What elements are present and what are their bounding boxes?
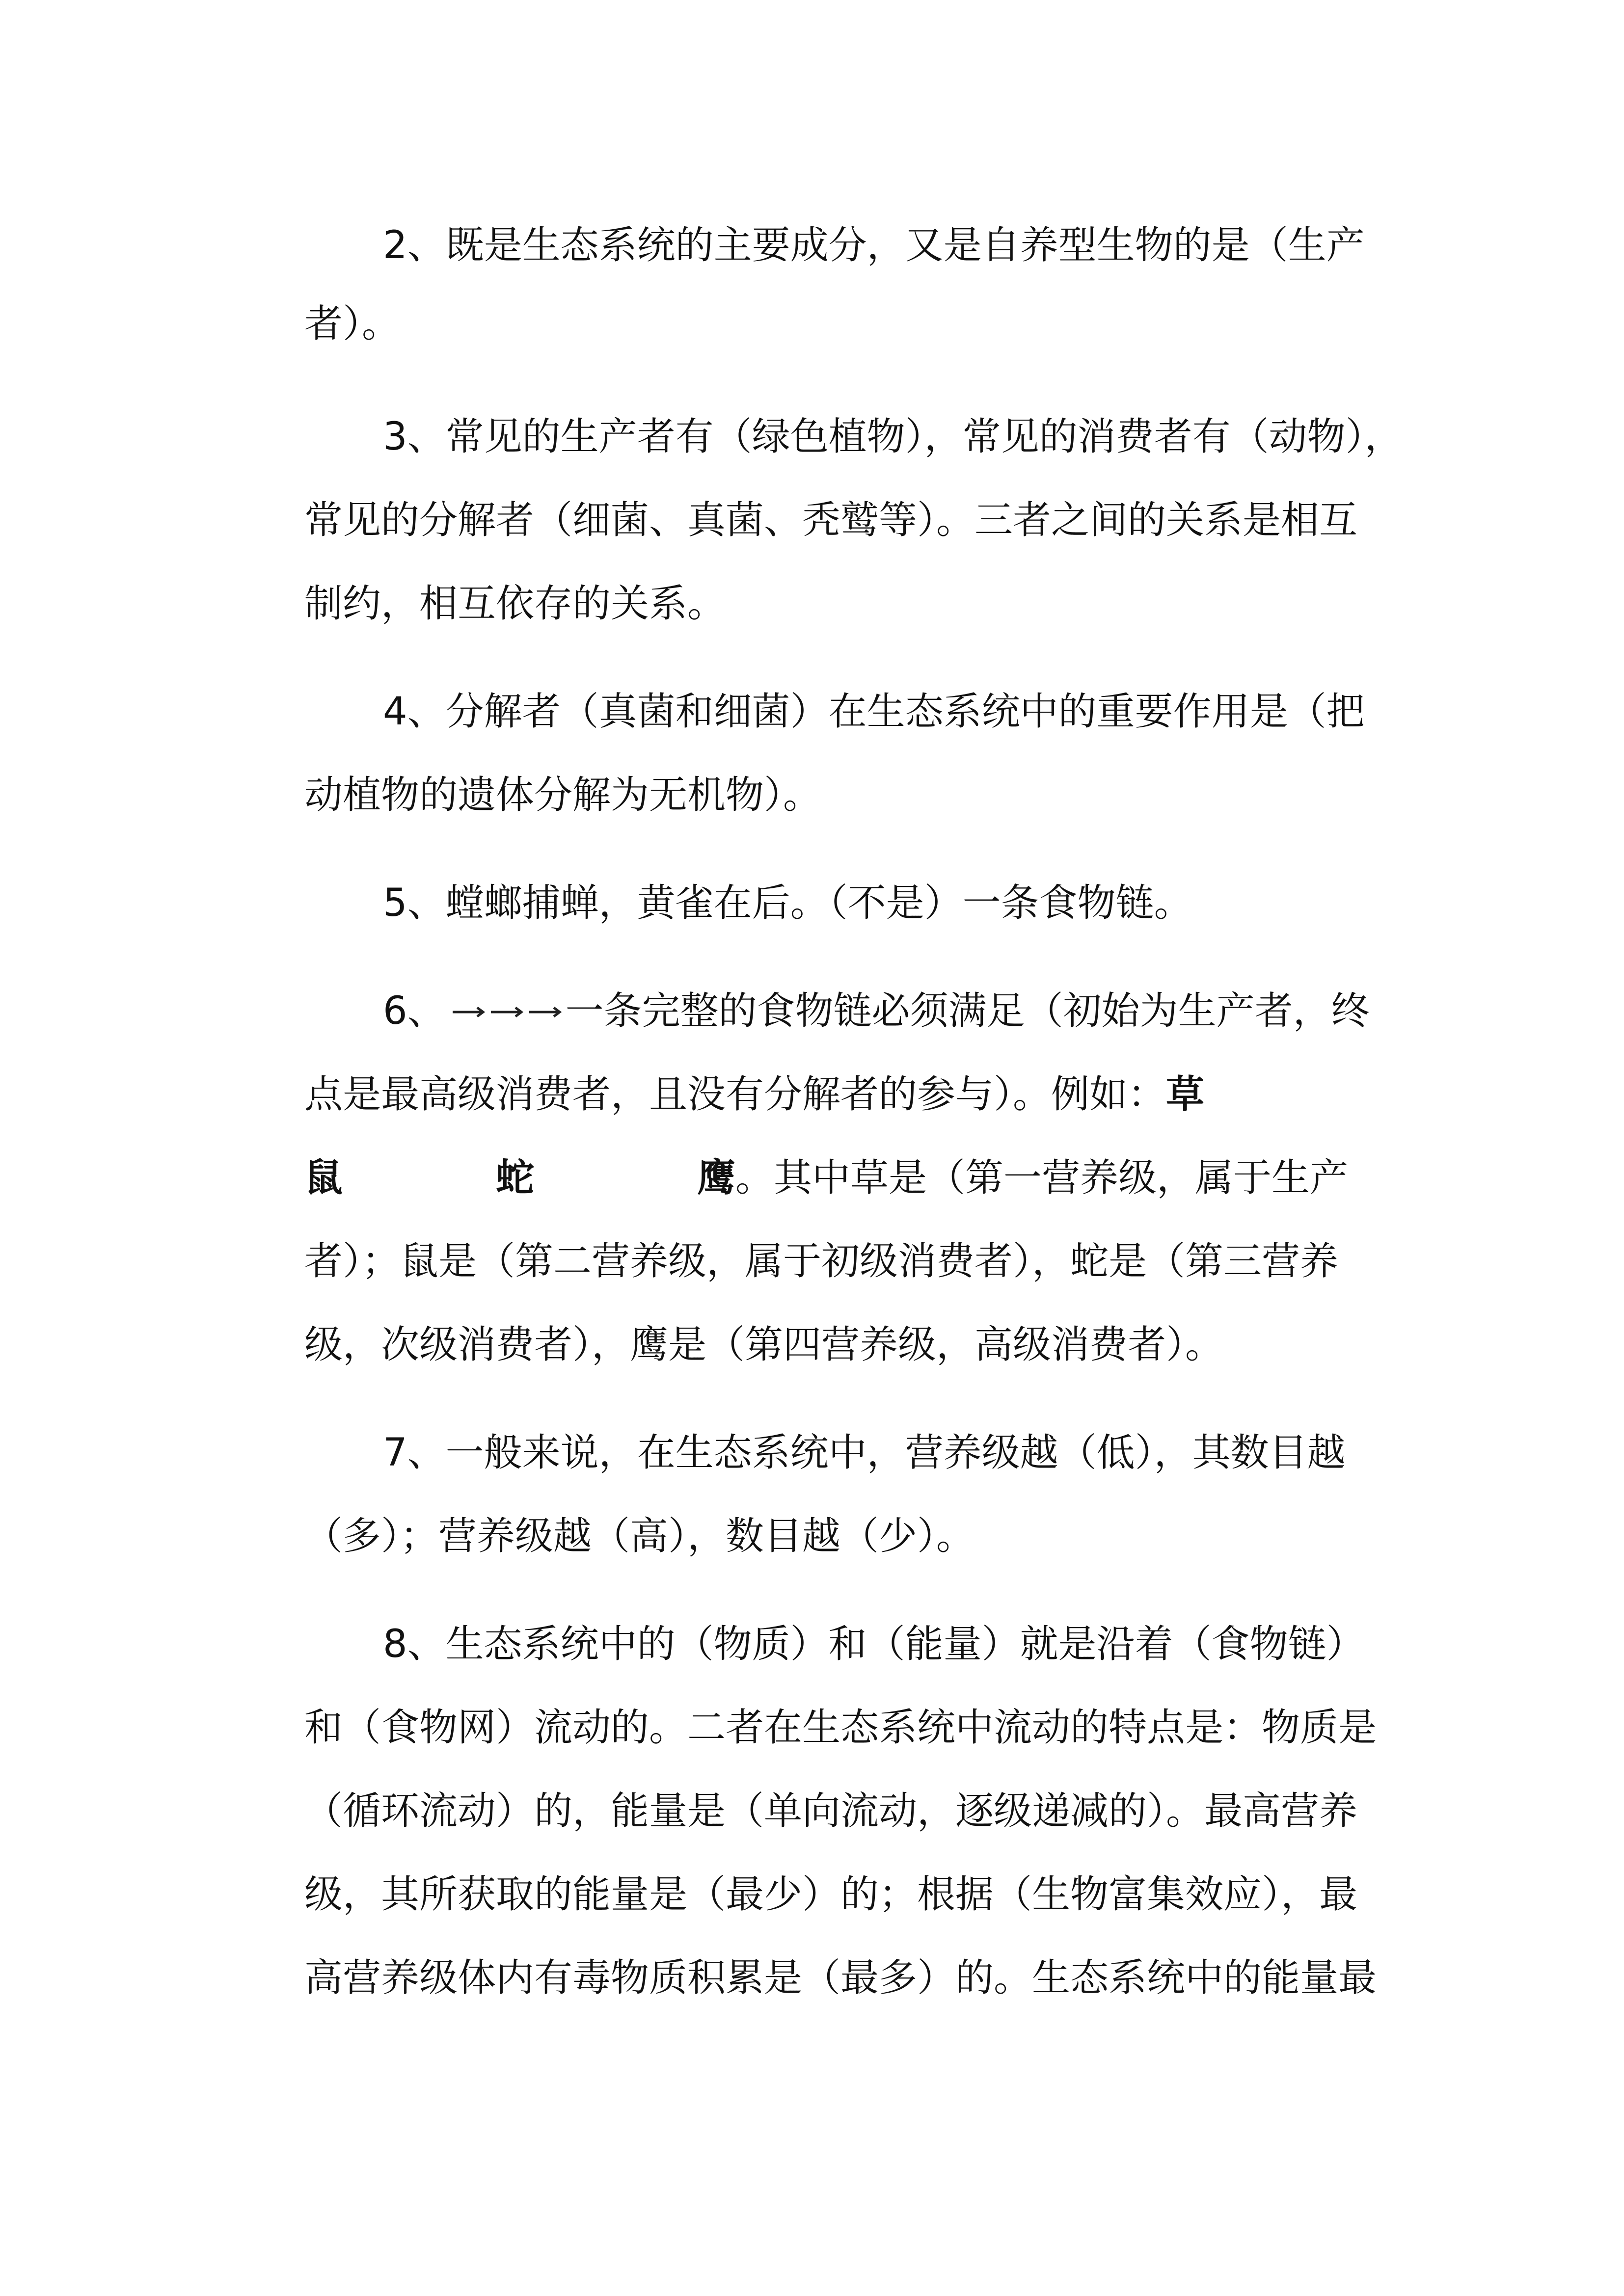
food-chain-mouse: 鼠 [304,1156,343,1200]
paragraph-4-line-1: 4、分解者（真菌和细菌）在生态系统中的重要作用是（把 [383,690,1365,734]
paragraph-5-line-1: 5、螳螂捕蝉，黄雀在后。（不是）一条食物链。 [383,881,1192,925]
paragraph-6-line-4: 者）；鼠是（第二营养级，属于初级消费者），蛇是（第三营养 [304,1239,1339,1283]
paragraph-3-line-2: 常见的分解者（细菌、真菌、秃鹫等）。三者之间的关系是相互 [304,498,1358,542]
food-chain-snake: 蛇 [496,1156,535,1200]
paragraph-8-line-2: 和（食物网）流动的。二者在生态系统中流动的特点是：物质是 [304,1706,1377,1750]
paragraph-6-line-3 [304,1148,1434,1207]
paragraph-8-line-5: 高营养级体内有毒物质积累是（最多）的。生态系统中的能量最 [304,1956,1377,2000]
paragraph-6-line-3-suffix: 。其中草是（第一营养级，属于生产 [735,1156,1349,1200]
paragraph-8-line-3: （循环流动）的，能量是（单向流动，逐级递减的）。最高营养 [304,1789,1358,1833]
paragraph-6-line-2-text: 点是最高级消费者，且没有分解者的参与）。例如： [304,1072,1166,1117]
paragraph-6-line-5: 级，次级消费者），鹰是（第四营养级，高级消费者）。 [304,1323,1224,1367]
paragraph-6-line-1-text: 一条完整的食物链必须满足（初始为生产者，终 [565,989,1370,1033]
paragraph-6-line-1 [383,982,1370,1041]
paragraph-6-line-3-text [697,1148,1348,1207]
paragraph-2-line-2: 者）。 [304,302,401,346]
paragraph-8-line-4: 级，其所获取的能量是（最少）的；根据（生物富集效应），最 [304,1872,1358,1917]
paragraph-7-line-1: 7、一般来说，在生态系统中，营养级越（低），其数目越 [383,1431,1346,1475]
paragraph-3-line-3: 制约，相互依存的关系。 [304,582,726,626]
food-chain-hawk: 鹰 [697,1156,736,1200]
paragraph-8-line-1: 8、生态系统中的（物质）和（能量）就是沿着（食物链） [383,1622,1365,1666]
paragraph-7-line-2: （多）；营养级越（高），数目越（少）。 [304,1514,975,1558]
paragraph-2-line-1: 2、既是生态系统的主要成分，又是自养型生物的是（生产 [383,223,1365,267]
paragraph-3-line-1: 3、常见的生产者有（绿色植物），常见的消费者有（动物）， [383,415,1403,459]
paragraph-6-number: 6、 [383,989,446,1033]
food-chain-arrows-icon [450,994,566,1029]
food-chain-grass: 草 [1166,1072,1205,1117]
paragraph-4-line-2: 动植物的遗体分解为无机物）。 [304,773,822,817]
paragraph-6-line-2 [304,1065,1204,1124]
